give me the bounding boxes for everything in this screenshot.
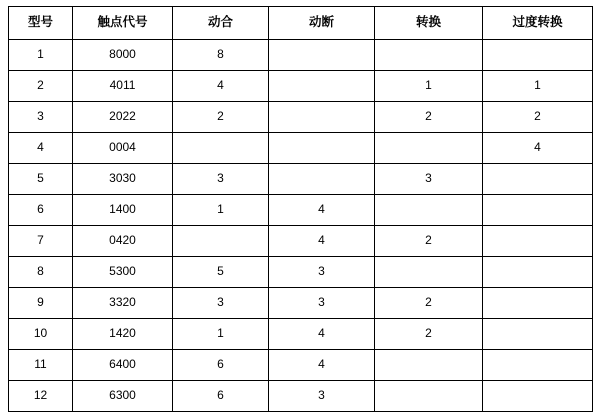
cell-changeover — [375, 40, 483, 71]
cell-normally-closed: 3 — [269, 257, 375, 288]
cell-model: 5 — [9, 164, 73, 195]
cell-transition-changeover — [483, 164, 593, 195]
table-row — [9, 40, 593, 71]
cell-model: 12 — [9, 381, 73, 412]
cell-contact-code: 8000 — [73, 40, 173, 71]
column-header-normally-closed: 动断 — [269, 7, 375, 40]
cell-contact-code: 4011 — [73, 71, 173, 102]
column-header-contact-code: 触点代号 — [73, 7, 173, 40]
cell-contact-code: 0420 — [73, 226, 173, 257]
table-row — [9, 133, 593, 164]
cell-normally-open: 3 — [173, 288, 269, 319]
cell-normally-open: 3 — [173, 164, 269, 195]
cell-normally-open — [173, 133, 269, 164]
cell-normally-closed: 4 — [269, 195, 375, 226]
cell-contact-code: 3030 — [73, 164, 173, 195]
cell-changeover: 3 — [375, 164, 483, 195]
cell-transition-changeover — [483, 288, 593, 319]
cell-transition-changeover: 4 — [483, 133, 593, 164]
cell-normally-closed: 3 — [269, 288, 375, 319]
cell-transition-changeover — [483, 226, 593, 257]
cell-normally-open: 1 — [173, 195, 269, 226]
cell-contact-code: 3320 — [73, 288, 173, 319]
cell-contact-code: 1420 — [73, 319, 173, 350]
cell-normally-open: 6 — [173, 381, 269, 412]
table-row — [9, 350, 593, 381]
cell-transition-changeover — [483, 195, 593, 226]
table-header — [9, 7, 593, 40]
cell-normally-closed — [269, 40, 375, 71]
cell-changeover: 2 — [375, 288, 483, 319]
cell-normally-closed: 4 — [269, 350, 375, 381]
table-row — [9, 288, 593, 319]
cell-normally-open: 2 — [173, 102, 269, 133]
cell-changeover — [375, 195, 483, 226]
cell-model: 3 — [9, 102, 73, 133]
cell-transition-changeover — [483, 319, 593, 350]
cell-model: 4 — [9, 133, 73, 164]
cell-contact-code: 6400 — [73, 350, 173, 381]
cell-transition-changeover — [483, 40, 593, 71]
cell-normally-open: 8 — [173, 40, 269, 71]
cell-contact-code: 1400 — [73, 195, 173, 226]
table-row — [9, 319, 593, 350]
cell-normally-open: 4 — [173, 71, 269, 102]
cell-transition-changeover — [483, 350, 593, 381]
table-row — [9, 226, 593, 257]
cell-contact-code: 5300 — [73, 257, 173, 288]
table-row — [9, 164, 593, 195]
cell-contact-code: 2022 — [73, 102, 173, 133]
cell-model: 6 — [9, 195, 73, 226]
cell-transition-changeover: 1 — [483, 71, 593, 102]
table-row — [9, 102, 593, 133]
table-row — [9, 71, 593, 102]
cell-normally-closed — [269, 164, 375, 195]
cell-changeover: 1 — [375, 71, 483, 102]
cell-normally-closed — [269, 71, 375, 102]
contact-spec-table — [8, 6, 593, 412]
cell-normally-open: 5 — [173, 257, 269, 288]
cell-changeover — [375, 257, 483, 288]
cell-transition-changeover — [483, 381, 593, 412]
cell-normally-closed: 4 — [269, 226, 375, 257]
cell-changeover — [375, 381, 483, 412]
cell-changeover — [375, 133, 483, 164]
cell-normally-closed: 3 — [269, 381, 375, 412]
cell-changeover — [375, 350, 483, 381]
column-header-transition-changeover: 过度转换 — [483, 7, 593, 40]
cell-changeover: 2 — [375, 319, 483, 350]
column-header-changeover: 转换 — [375, 7, 483, 40]
cell-model: 9 — [9, 288, 73, 319]
table-row — [9, 195, 593, 226]
cell-model: 7 — [9, 226, 73, 257]
cell-model: 11 — [9, 350, 73, 381]
cell-normally-closed — [269, 102, 375, 133]
table-header-row — [9, 7, 593, 40]
cell-normally-closed: 4 — [269, 319, 375, 350]
column-header-model: 型号 — [9, 7, 73, 40]
cell-changeover: 2 — [375, 102, 483, 133]
cell-contact-code: 6300 — [73, 381, 173, 412]
cell-normally-open — [173, 226, 269, 257]
table-body — [9, 40, 593, 412]
table-row — [9, 257, 593, 288]
cell-contact-code: 0004 — [73, 133, 173, 164]
cell-changeover: 2 — [375, 226, 483, 257]
cell-model: 10 — [9, 319, 73, 350]
cell-model: 8 — [9, 257, 73, 288]
cell-normally-open: 1 — [173, 319, 269, 350]
cell-normally-open: 6 — [173, 350, 269, 381]
column-header-normally-open: 动合 — [173, 7, 269, 40]
cell-transition-changeover: 2 — [483, 102, 593, 133]
cell-model: 2 — [9, 71, 73, 102]
table-row — [9, 381, 593, 412]
cell-normally-closed — [269, 133, 375, 164]
cell-model: 1 — [9, 40, 73, 71]
cell-transition-changeover — [483, 257, 593, 288]
